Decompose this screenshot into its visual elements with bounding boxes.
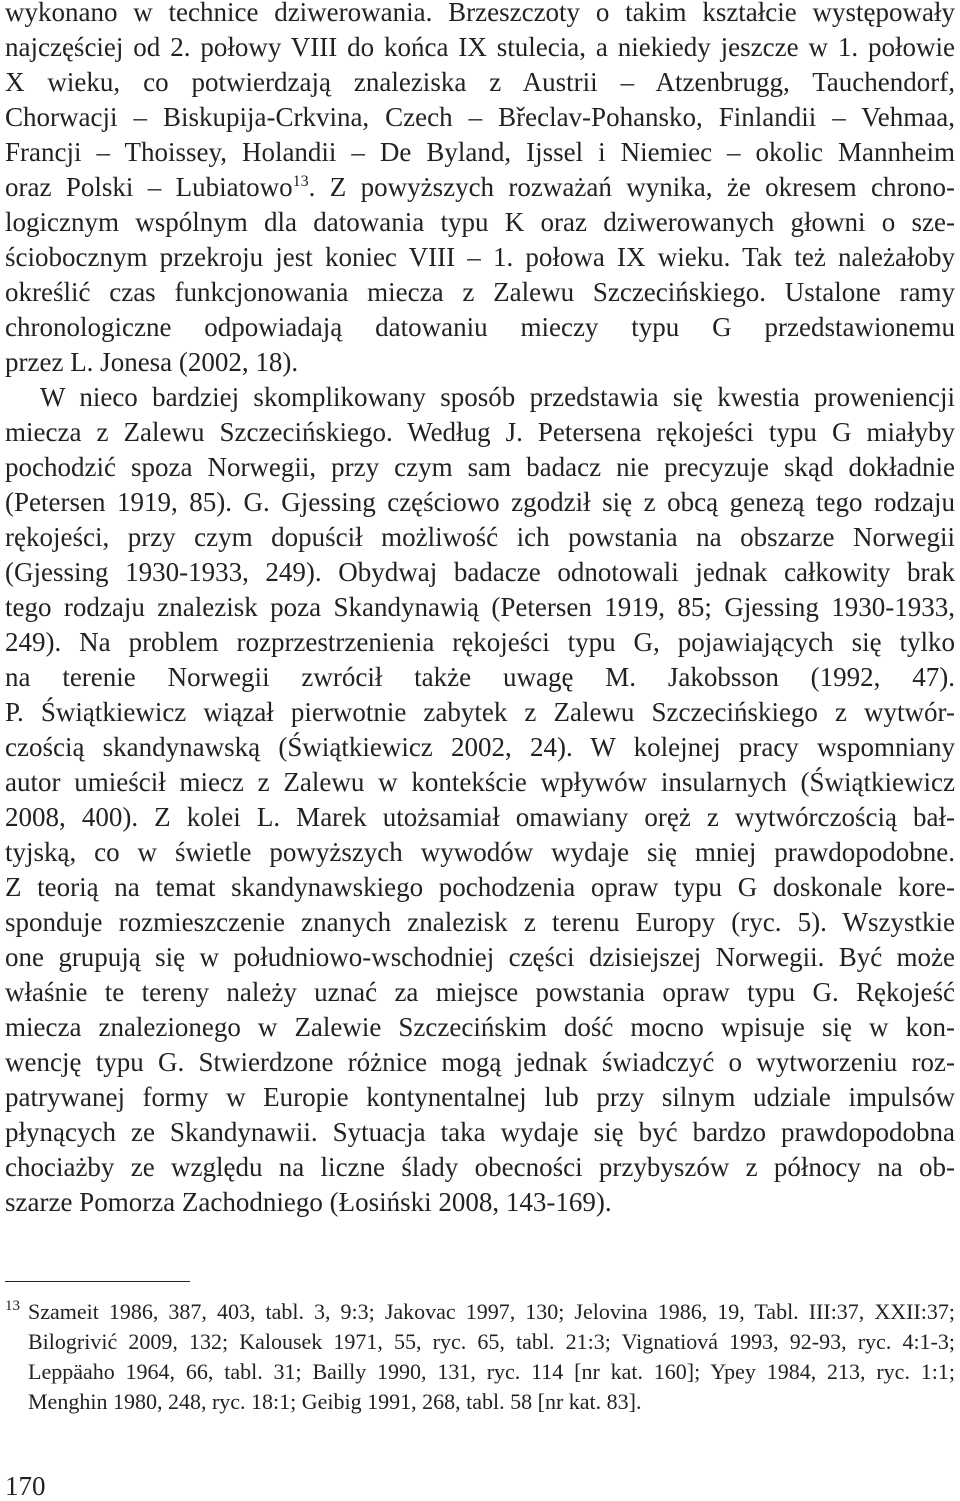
text-line: rękojeści, przy czym dopuścił możliwość ich powstania na obszarze Norwegii [5, 522, 955, 552]
footnote-number: 13 [5, 1298, 20, 1314]
text-line: płynących ze Skandynawii. Sytuacja taka wydaje się być bardzo prawdopodobna [5, 1117, 955, 1147]
text-line: Chorwacji – Biskupija-Crkvina, Czech – Břeclav-Pohansko, Finlandii – Vehmaa, [5, 102, 955, 132]
text-line: chronologiczne odpowiadają datowaniu mieczy typu G przedstawionemu [5, 312, 955, 342]
text-line: patrywanej formy w Europie kontynentalnej lub przy silnym udziale impulsów [5, 1082, 955, 1112]
text-segment: oraz Polski – Lubiatowo [5, 172, 293, 202]
text-line: ściobocznym przekroju jest koniec VIII – 1. połowa IX wieku. Tak też należałoby [5, 242, 955, 272]
main-text [5, 0, 955, 1220]
text-line: one grupują się w południowo-wschodniej części dzisiejszej Norwegii. Być może [5, 942, 955, 972]
text-line: określić czas funkcjonowania miecza z Zalewu Szczecińskiego. Ustalone ramy [5, 277, 955, 307]
footnote-text [28, 1297, 955, 1417]
text-line: Francji – Thoissey, Holandii – De Byland, Ijssel i Niemiec – okolic Mannheim [5, 137, 955, 167]
text-line: 2008, 400). Z kolei L. Marek utożsamiał omawiany oręż z wytwórczością bał- [5, 802, 955, 832]
text-line: czością skandynawską (Świątkiewicz 2002, 24). W kolejnej pracy wspomniany [5, 732, 955, 762]
footnote-reference: 13 [292, 173, 309, 190]
text-line: X wieku, co potwierdzają znaleziska z Austrii – Atzenbrugg, Tauchendorf, [5, 67, 955, 97]
paragraph [5, 380, 955, 1220]
text-line: właśnie te tereny należy uznać za miejsce powstania opraw typu G. Rękojeść [5, 977, 955, 1007]
footnote-line: Bilogrivić 2009, 132; Kalousek 1971, 55, ryc. 65, tabl. 21:3; Vignatiová 1993, 92-93, ryc. 4:1-3; [28, 1329, 955, 1354]
text-line: miecza znalezionego w Zalewie Szczecińskim dość mocno wpisuje się w kon- [5, 1012, 955, 1042]
text-line: miecza z Zalewu Szczecińskiego. Według J. Petersena rękojeści typu G miałyby [5, 417, 955, 447]
text-line: 249). Na problem rozprzestrzenienia rękojeści typu G, pojawiających się tylko [5, 627, 955, 657]
text-line: P. Świątkiewicz wiązał pierwotnie zabytek z Zalewu Szczecińskiego z wytwór- [5, 697, 955, 727]
text-line: tyjską, co w świetle powyższych wywodów wydaje się mniej prawdopodobne. [5, 837, 955, 867]
text-line: na terenie Norwegii zwrócił także uwagę M. Jakobsson (1992, 47). [5, 662, 955, 692]
text-segment: . Z powyższych rozważań wynika, że okresem chrono- [308, 172, 955, 202]
text-line: autor umieścił miecz z Zalewu w kontekście wpływów insularnych (Świątkiewicz [5, 767, 955, 797]
footnote-separator [5, 1281, 190, 1282]
text-line: pochodzić spoza Norwegii, przy czym sam badacz nie precyzuje skąd dokładnie [5, 452, 955, 482]
footnote-line: Menghin 1980, 248, ryc. 18:1; Geibig 1991, 268, tabl. 58 [nr kat. 83]. [28, 1389, 642, 1414]
text-line: (Gjessing 1930-1933, 249). Obydwaj badacze odnotowali jednak całkowity brak [5, 557, 955, 587]
text-line: (Petersen 1919, 85). G. Gjessing częściowo zgodził się z obcą genezą tego rodzaju [5, 487, 955, 517]
page-number: 170 [5, 1471, 46, 1501]
text-line: najczęściej od 2. połowy VIII do końca IX stulecia, a niekiedy jeszcze w 1. połowie [5, 32, 955, 62]
text-line: logicznym wspólnym dla datowania typu K oraz dziwerowanych głowni o sze- [5, 207, 955, 237]
text-line: Z teorią na temat skandynawskiego pochodzenia opraw typu G doskonale kore- [5, 872, 955, 902]
text-line: chociażby ze względu na liczne ślady obecności przybyszów z północy na ob- [5, 1152, 955, 1182]
text-line: sponduje rozmieszczenie znanych znalezisk z terenu Europy (ryc. 5). Wszystkie [5, 907, 955, 937]
text-line: tego rodzaju znalezisk poza Skandynawią (Petersen 1919, 85; Gjessing 1930-1933, [5, 592, 955, 622]
text-line: W nieco bardziej skomplikowany sposób przedstawia się kwestia proweniencji [40, 382, 955, 412]
text-line [5, 170, 955, 205]
text-line: wencję typu G. Stwierdzone różnice mogą jednak świadczyć o wytworzeniu roz- [5, 1047, 955, 1077]
text-line: wykonano w technice dziwerowania. Brzeszczoty o takim kształcie występowały [5, 0, 955, 27]
text-line: szarze Pomorza Zachodniego (Łosiński 2008, 143-169). [5, 1187, 612, 1217]
text-line: przez L. Jonesa (2002, 18). [5, 347, 299, 377]
footnote-line: Szameit 1986, 387, 403, tabl. 3, 9:3; Jakovac 1997, 130; Jelovina 1986, 19, Tabl. III:37, XXII:37; [28, 1299, 955, 1324]
footnote-line: Leppäaho 1964, 66, tabl. 31; Bailly 1990, 131, ryc. 114 [nr kat. 160]; Ypey 1984, 213, ryc. 1:1; [28, 1359, 955, 1384]
paragraph [5, 0, 955, 380]
